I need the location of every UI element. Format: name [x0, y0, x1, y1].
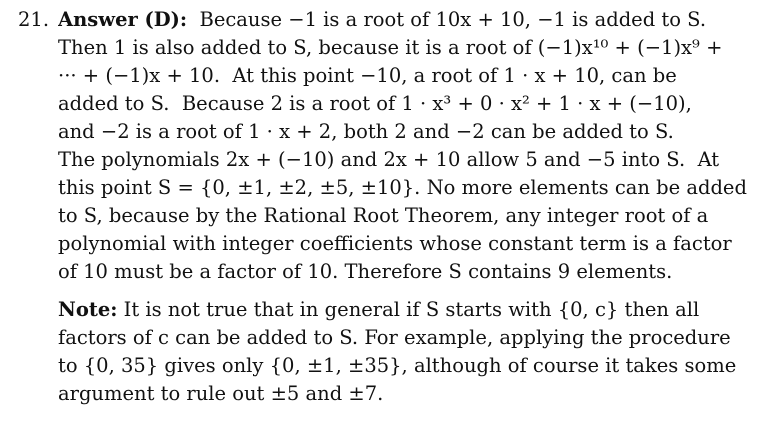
note-text: It is not true that in general if S starts with {0, c} then all — [123, 298, 700, 321]
note-line-3: to {0, 35} gives only {0, ±1, ±35}, although of course it takes some — [58, 354, 737, 377]
answer-heading: Answer (D): — [58, 8, 188, 31]
answer-paragraph — [18, 6, 762, 286]
answer-line-5: and −2 is a root of 1 · x + 2, both 2 and −2 can be added to S. — [58, 120, 674, 143]
note-body — [58, 296, 762, 408]
answer-line-6: The polynomials 2x + (−10) and 2x + 10 allow 5 and −5 into S. At — [58, 148, 720, 171]
note-line-1 — [58, 296, 762, 324]
answer-line-10: of 10 must be a factor of 10. Therefore S contains 9 elements. — [58, 260, 673, 283]
note-heading: Note: — [58, 298, 118, 321]
answer-line-3: ··· + (−1)x + 10. At this point −10, a root of 1 · x + 10, can be — [58, 64, 677, 87]
answer-line-7: this point S = {0, ±1, ±2, ±5, ±10}. No more elements can be added — [58, 176, 747, 199]
note-line-4: argument to rule out ±5 and ±7. — [58, 382, 384, 405]
answer-line-9: polynomial with integer coefficients whose constant term is a factor — [58, 232, 732, 255]
answer-body — [58, 6, 762, 286]
note-line-2: factors of c can be added to S. For example, applying the procedure — [58, 326, 731, 349]
answer-line-1 — [58, 6, 762, 34]
answer-line-2: Then 1 is also added to S, because it is a root of (−1)x¹⁰ + (−1)x⁹ + — [58, 36, 723, 59]
solution-document — [18, 6, 762, 408]
problem-number: 21. — [18, 8, 50, 31]
answer-line-4: added to S. Because 2 is a root of 1 · x³ + 0 · x² + 1 · x + (−10), — [58, 92, 692, 115]
answer-line-8: to S, because by the Rational Root Theorem, any integer root of a — [58, 204, 709, 227]
answer-text: Because −1 is a root of 10x + 10, −1 is added to S. — [199, 8, 707, 31]
note-paragraph — [18, 296, 762, 408]
